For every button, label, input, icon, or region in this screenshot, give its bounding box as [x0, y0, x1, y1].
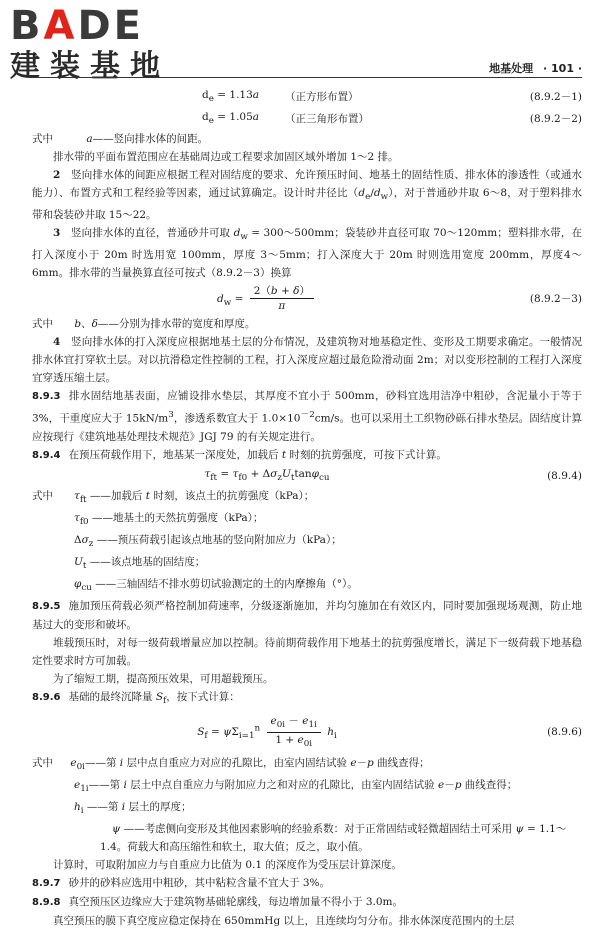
page-body: [32, 86, 582, 930]
section-8-9-7: 8.9.7 砂井的砂料应选用中粗砂，其中粘粒含量不宜大于 3%。: [32, 877, 330, 889]
logo-text-bottom: 建装基地: [10, 49, 170, 84]
section-title: 地基处理: [489, 62, 534, 75]
equation-number: (8.9.4): [547, 469, 582, 482]
symbol-definition: $\Delta\sigma_z$ ——预压荷载引起该点地基的竖向附加应力（kPa）；: [74, 534, 342, 550]
section-8-9-6: 8.9.6 基础的最终沉降量 $S_f$，按下式计算：: [32, 691, 240, 707]
equation-note: （正方形布置）: [285, 91, 359, 104]
symbol-definition: $\varphi_{cu}$ ——三轴固结不排水剪切试验测定的土的内摩擦角（°）。: [74, 578, 358, 594]
equation-number: (8.9.2－3): [529, 292, 582, 305]
section-8-9-8: 8.9.8 真空预压区边缘应大于建筑物基础轮廓线，每边增加量不得小于 3.0m。: [32, 896, 403, 908]
symbol-definition: $e_{1i}——$第 i 层土中点自重应力与附加应力之和对应的孔隙比，由室内固结试验 e－p 曲线查得；: [74, 778, 518, 794]
equation-note: （正三角形布置）: [285, 113, 370, 126]
equation-expression: $d_e = 1.13a$: [202, 89, 260, 105]
fraction-denominator: π: [278, 300, 286, 313]
equation-lhs: $d_w$ =: [217, 292, 244, 308]
equation-8-9-4: [32, 465, 582, 487]
equation-fraction: [267, 714, 321, 751]
symbol-definition: 式中 a——竖向排水体的间距。: [32, 133, 209, 146]
equation-number: (8.9.2－1): [529, 91, 582, 104]
symbol-definition: $h_i$ ——第 i 层土的厚度；: [74, 800, 192, 816]
symbol-definition: 式中 $\tau_{ft}$ ——加载后 t 时刻，该点土的抗剪强度（kPa）；: [32, 489, 315, 506]
equation-number: (8.9.2－2): [529, 113, 582, 126]
paragraph: 真空预压的膜下真空度应稳定保持在 650mmHg 以上，且连续均匀分布。排水体深度范围内的土层: [53, 915, 515, 927]
equation-expression: $d_e = 1.05a$: [202, 111, 260, 127]
equation-expression: $\tau_{ft} = \tau_{f0} + \Delta\sigma_zU_t\tan\varphi_{cu}$: [204, 467, 330, 483]
paragraph: 排水带的平面布置范围应在基础周边或工程要求加固区域外增加 1～2 排。: [53, 151, 399, 164]
fraction-numerator: 2（b + δ）: [250, 284, 314, 299]
clause-4-paragraph: 4 竖向排水体的打入深度应根据地基土层的分布情况，及建筑物对地基稳定性、变形及工期要求确定。一般情况排水体宜打穿软土层。对以抗滑稳定性控制的工程，打入深度应超过最危险滑动面 2m；对以变形控制的工程打入深度宜穿透压缩土层。: [32, 336, 582, 385]
symbol-definition: 式中 $e_{0i}——$第 i 层中点自重应力对应的孔隙比，由室内固结试验 e－p 曲线查得；: [32, 756, 430, 772]
equation-8-9-2-3: [32, 284, 582, 313]
section-8-9-5: 8.9.5 施加预压荷载必须严格控制加荷速率，分级逐渐施加，并均匀施加在有效区内，同时要加强现场观测，防止地基过大的变形和破坏。: [32, 600, 582, 632]
equation-8-9-6: [32, 714, 582, 751]
symbol-definition: $\tau_{f0}$ ——地基土的天然抗剪强度（kPa）；: [74, 512, 264, 528]
equation-fraction: [250, 284, 314, 313]
paragraph: 计算时，可取附加应力与自重应力比值为 0.1 的深度作为受压层计算深度。: [53, 859, 402, 871]
equation-number: (8.9.6): [547, 726, 582, 739]
symbol-definition: ψ ——考虑侧向变形及其他因素影响的经验系数：对于正常固结或轻微超固结土可采用 ψ = 1.1～1.4。荷载大和高压缩性和软土，取大值；反之，取小值。: [100, 823, 567, 853]
brand-logo: [10, 4, 200, 84]
symbol-definition: $U_t$ ——该点地基的固结度；: [74, 556, 206, 572]
paragraph: 堆载预压时，对每一级荷载增量应加以控制。待前期荷载作用下地基土的抗剪强度增长，满足下一级荷载下地基稳定性要求时方可加载。: [32, 637, 582, 668]
clause-3-paragraph: 3 竖向排水体的直径，普通砂井可取 $d_w$ = 300～500mm；袋装砂井直径可取 70～120mm；塑料排水带，在打入深度小于 20m 时选用宽 100mm，厚度 3～5mm；打入深度大于 20m 时则选用宽度 200mm，厚度4～6mm。排水带的当量换算直径可按式（8.9.2－3）换算: [32, 227, 582, 280]
logo-text-top: BADE: [10, 3, 144, 49]
fraction-numerator: $e_{0i} - e_{1i}$: [267, 714, 321, 733]
equation-tail: $h_i$: [327, 726, 337, 742]
page-number: · 101 ·: [543, 62, 582, 75]
fraction-denominator: $1 + e_{0i}$: [275, 733, 313, 749]
equation-lhs: $S_f = \psi\Sigma_{i=1}^n$: [197, 723, 261, 742]
equation-8-9-2-1: [32, 86, 582, 108]
paragraph: 为了缩短工期，提高预压效果，可用超载预压。: [53, 673, 274, 686]
section-8-9-4: 8.9.4 在预压荷载作用下，地基某一深度处，加载后 t 时刻的抗剪强度，可按下式计算。: [32, 448, 447, 461]
symbol-definition: 式中 b、δ——分别为排水带的宽度和厚度。: [32, 318, 256, 331]
running-header: [489, 60, 582, 76]
section-8-9-3: 8.9.3 排水固结地基表面，应铺设排水垫层，其厚度不宜小于 500mm，砂料宜选用洁净中粗砂，含泥量小于等于 3%，干重度应大于 $15kN/m^3$，渗透系数宜大于 $1.0\times 10^{-2}cm/s$。也可以采用土工织物砂砾石排水垫层。固结度计算应按现行《建筑地基处理技术规范》JGJ 79 的有关规定进行。: [32, 390, 583, 443]
clause-2-paragraph: 2 竖向排水体的间距应根据工程对固结度的要求、允许预压时间、地基土的固结性质、排水体的渗透性（或通水能力）、布置方式和工程经验等因素，通过试算确定。设计时井径比$(d_e/d_w)$，对于普通砂井取 6～8，对于塑料排水带和袋装砂井取 15～22。: [32, 169, 583, 222]
header-rule: [32, 77, 582, 78]
equation-8-9-2-2: [32, 108, 582, 130]
